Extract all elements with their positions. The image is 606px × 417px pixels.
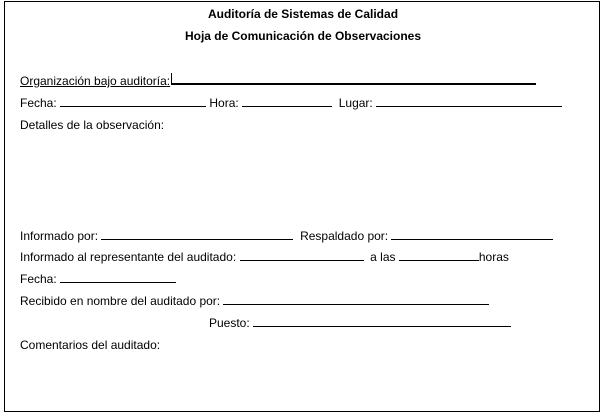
organizacion-colon: : [166,74,171,88]
hora-field[interactable] [242,96,332,107]
lugar-field[interactable] [376,96,562,107]
informado-representante-row [20,250,509,264]
organizacion-row [20,73,536,88]
informado-rep-field[interactable] [240,250,364,261]
informado-por-field[interactable] [101,229,293,240]
detalles-label: Detalles de la observación: [20,118,165,132]
informado-respaldado-row [20,229,553,243]
fecha2-field[interactable] [60,272,176,283]
fecha-hora-lugar-row [20,96,562,110]
fecha2-label: Fecha: [20,272,57,286]
recibido-row [20,294,489,308]
horas-label: horas [478,250,509,264]
lugar-label: Lugar: [338,96,373,110]
a-las-label: a las [370,250,396,264]
fecha2-row [20,272,176,286]
fecha-field[interactable] [60,96,206,107]
recibido-label: Recibido en nombre del auditado por: [20,294,221,308]
form-title: Auditoría de Sistemas de Calidad [207,7,399,21]
organizacion-field[interactable] [171,73,536,85]
respaldado-por-label: Respaldado por: [300,229,389,243]
informado-por-label: Informado por: [20,229,99,243]
fecha-label: Fecha: [20,96,57,110]
respaldado-por-field[interactable] [391,229,553,240]
puesto-label: Puesto: [209,316,250,330]
recibido-field[interactable] [223,294,489,305]
puesto-field[interactable] [253,316,511,327]
organizacion-label: Organización bajo auditoría [20,74,167,88]
form-subtitle: Hoja de Comunicación de Observaciones [184,29,422,43]
puesto-row [209,316,511,330]
a-las-field[interactable] [399,250,479,261]
hora-label: Hora: [209,96,239,110]
comentarios-label: Comentarios del auditado: [20,338,161,352]
informado-rep-label: Informado al representante del auditado: [20,250,237,264]
